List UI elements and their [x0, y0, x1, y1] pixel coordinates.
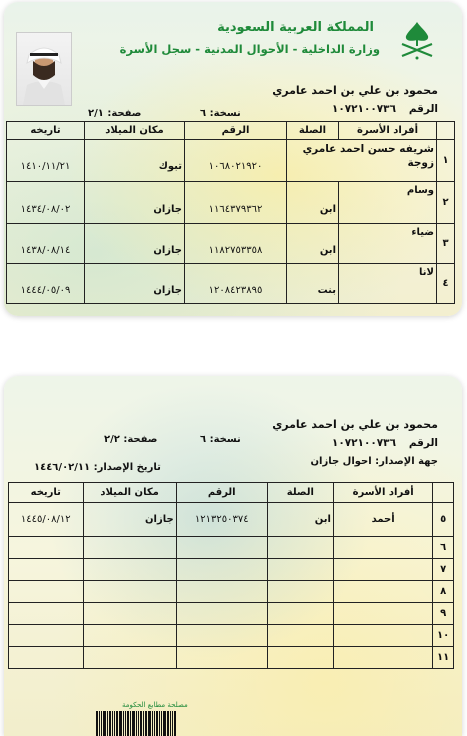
- table-row: ١ شريفه حسن احمد عامري زوجة ١٠٦٨٠٢١٩٢٠ تبوك ١٤١٠/١١/٢١: [7, 140, 455, 182]
- barcode-bar: [130, 711, 131, 736]
- barcode-bar: [163, 711, 166, 736]
- barcode-bar: [96, 711, 98, 736]
- family-members-table: [8, 482, 454, 669]
- member-id: ١٢١٣٢٥٠٣٧٤: [176, 503, 267, 537]
- barcode-bar: [119, 711, 122, 736]
- col-relation: الصلة: [287, 122, 339, 140]
- id-number: ١٠٧٢١٠٠٧٣٦: [331, 103, 396, 115]
- id-label: الرقم: [408, 103, 438, 115]
- member-relation: ابن: [287, 182, 339, 224]
- table-row: ٣ ضياء ابن ١١٨٢٧٥٣٣٥٨ جازان ١٤٣٨/٠٨/١٤: [7, 224, 455, 264]
- member-birthdate: ١٤١٠/١١/٢١: [7, 140, 85, 182]
- table-row: ١٠: [9, 625, 454, 647]
- member-birthdate: ١٤٣٨/٠٨/١٤: [7, 224, 85, 264]
- barcode-bar: [114, 711, 115, 736]
- col-birthdate: تاريخه: [9, 483, 84, 503]
- barcode-bar: [145, 711, 147, 736]
- col-members: أفراد الأسرة: [339, 122, 437, 140]
- table-row: ٨: [9, 581, 454, 603]
- barcode-bar: [116, 711, 118, 736]
- id-label: الرقم: [408, 437, 438, 449]
- barcode-bar: [125, 711, 126, 736]
- col-number: [437, 122, 455, 140]
- barcode-bar: [132, 711, 135, 736]
- member-birthdate: ١٤٤٤/٠٥/٠٩: [7, 264, 85, 304]
- barcode-bar: [156, 711, 158, 736]
- col-birthplace: مكان الميلاد: [85, 122, 185, 140]
- col-birthdate: تاريخه: [7, 122, 85, 140]
- barcode: [96, 711, 194, 736]
- barcode-bar: [103, 711, 106, 736]
- member-id: ١١٦٤٣٧٩٣٦٢: [185, 182, 287, 224]
- holder-name: محمود بن علي بن احمد عامري: [272, 418, 438, 431]
- holder-photo: [16, 32, 72, 106]
- member-name: أحمد: [333, 503, 432, 537]
- col-id: الرقم: [176, 483, 267, 503]
- barcode-bar: [170, 711, 171, 736]
- issue-date-label: تاريخ الإصدار: ١٤٤٦/٠٢/١١: [34, 462, 161, 473]
- table-row: ٩: [9, 603, 454, 625]
- member-birthplace: جازان: [85, 182, 185, 224]
- barcode-bar: [172, 711, 173, 736]
- table-header-row: [7, 122, 455, 140]
- barcode-bar: [112, 711, 113, 736]
- barcode-bar: [136, 711, 137, 736]
- member-id: ١٠٦٨٠٢١٩٢٠: [185, 140, 287, 182]
- table-row: ٥ أحمد ابن ١٢١٣٢٥٠٣٧٤ جازان ١٤٤٥/٠٨/١٢: [9, 503, 454, 537]
- col-relation: الصلة: [267, 483, 333, 503]
- member-birthplace: جازان: [85, 264, 185, 304]
- barcode-bar: [107, 711, 108, 736]
- barcode-bar: [152, 711, 153, 736]
- member-name: شريفه حسن احمد عامري: [302, 143, 434, 155]
- member-birthplace: جازان: [83, 503, 176, 537]
- col-id: الرقم: [185, 122, 287, 140]
- barcode-bar: [159, 711, 160, 736]
- col-number: [433, 483, 454, 503]
- barcode-bar: [167, 711, 169, 736]
- member-relation: زوجة: [407, 157, 434, 169]
- member-relation: ابن: [267, 503, 333, 537]
- member-name: ضياء: [339, 224, 437, 264]
- member-relation: ابن: [287, 224, 339, 264]
- table-row: ٢ وسام ابن ١١٦٤٣٧٩٣٦٢ جازان ١٤٣٤/٠٨/٠٢: [7, 182, 455, 224]
- barcode-bar: [174, 711, 176, 736]
- table-header-row: [9, 483, 454, 503]
- id-number: ١٠٧٢١٠٠٧٣٦: [331, 437, 396, 449]
- barcode-bar: [99, 711, 100, 736]
- member-birthplace: جازان: [85, 224, 185, 264]
- table-row: ١١: [9, 647, 454, 669]
- barcode-bar: [109, 711, 111, 736]
- barcode-bar: [154, 711, 155, 736]
- page-label: صفحة: ٢/١: [88, 108, 142, 119]
- barcode-bar: [138, 711, 139, 736]
- member-name: وسام: [339, 182, 437, 224]
- col-members: أفراد الأسرة: [333, 483, 432, 503]
- col-birthplace: مكان الميلاد: [83, 483, 176, 503]
- member-birthdate: ١٤٤٥/٠٨/١٢: [9, 503, 84, 537]
- barcode-bar: [127, 711, 129, 736]
- table-row: ٦: [9, 537, 454, 559]
- issuer-label: جهة الإصدار: احوال جازان: [310, 456, 438, 467]
- country-title: المملكة العربية السعودية: [217, 20, 374, 35]
- barcode-bar: [140, 711, 142, 736]
- barcode-bar: [101, 711, 102, 736]
- ministry-title: وزارة الداخلية - الأحوال المدنية - سجل الأسرة: [119, 42, 380, 56]
- member-id: ١٢٠٨٤٢٣٨٩٥: [185, 264, 287, 304]
- barcode-bar: [123, 711, 124, 736]
- copy-label: نسخة: ٦: [200, 108, 241, 119]
- printer-stamp: مصلحة مطابع الحكومة: [122, 701, 188, 709]
- member-id: ١١٨٢٧٥٣٣٥٨: [185, 224, 287, 264]
- family-card-page-2: [4, 376, 462, 736]
- saudi-emblem-icon: [396, 18, 438, 62]
- family-members-table: [6, 121, 455, 304]
- barcode-bar: [148, 711, 151, 736]
- member-relation: بنت: [287, 264, 339, 304]
- barcode-bar: [161, 711, 162, 736]
- family-card-page-1: [4, 2, 462, 316]
- table-row: ٤ لانا بنت ١٢٠٨٤٢٣٨٩٥ جازان ١٤٤٤/٠٥/٠٩: [7, 264, 455, 304]
- copy-label: نسخة: ٦: [200, 434, 241, 445]
- page-label: صفحة: ٢/٢: [104, 434, 158, 445]
- member-birthplace: تبوك: [85, 140, 185, 182]
- barcode-bar: [143, 711, 144, 736]
- member-birthdate: ١٤٣٤/٠٨/٠٢: [7, 182, 85, 224]
- table-row: ٧: [9, 559, 454, 581]
- member-name: لانا: [339, 264, 437, 304]
- holder-name: محمود بن علي بن احمد عامري: [272, 84, 438, 97]
